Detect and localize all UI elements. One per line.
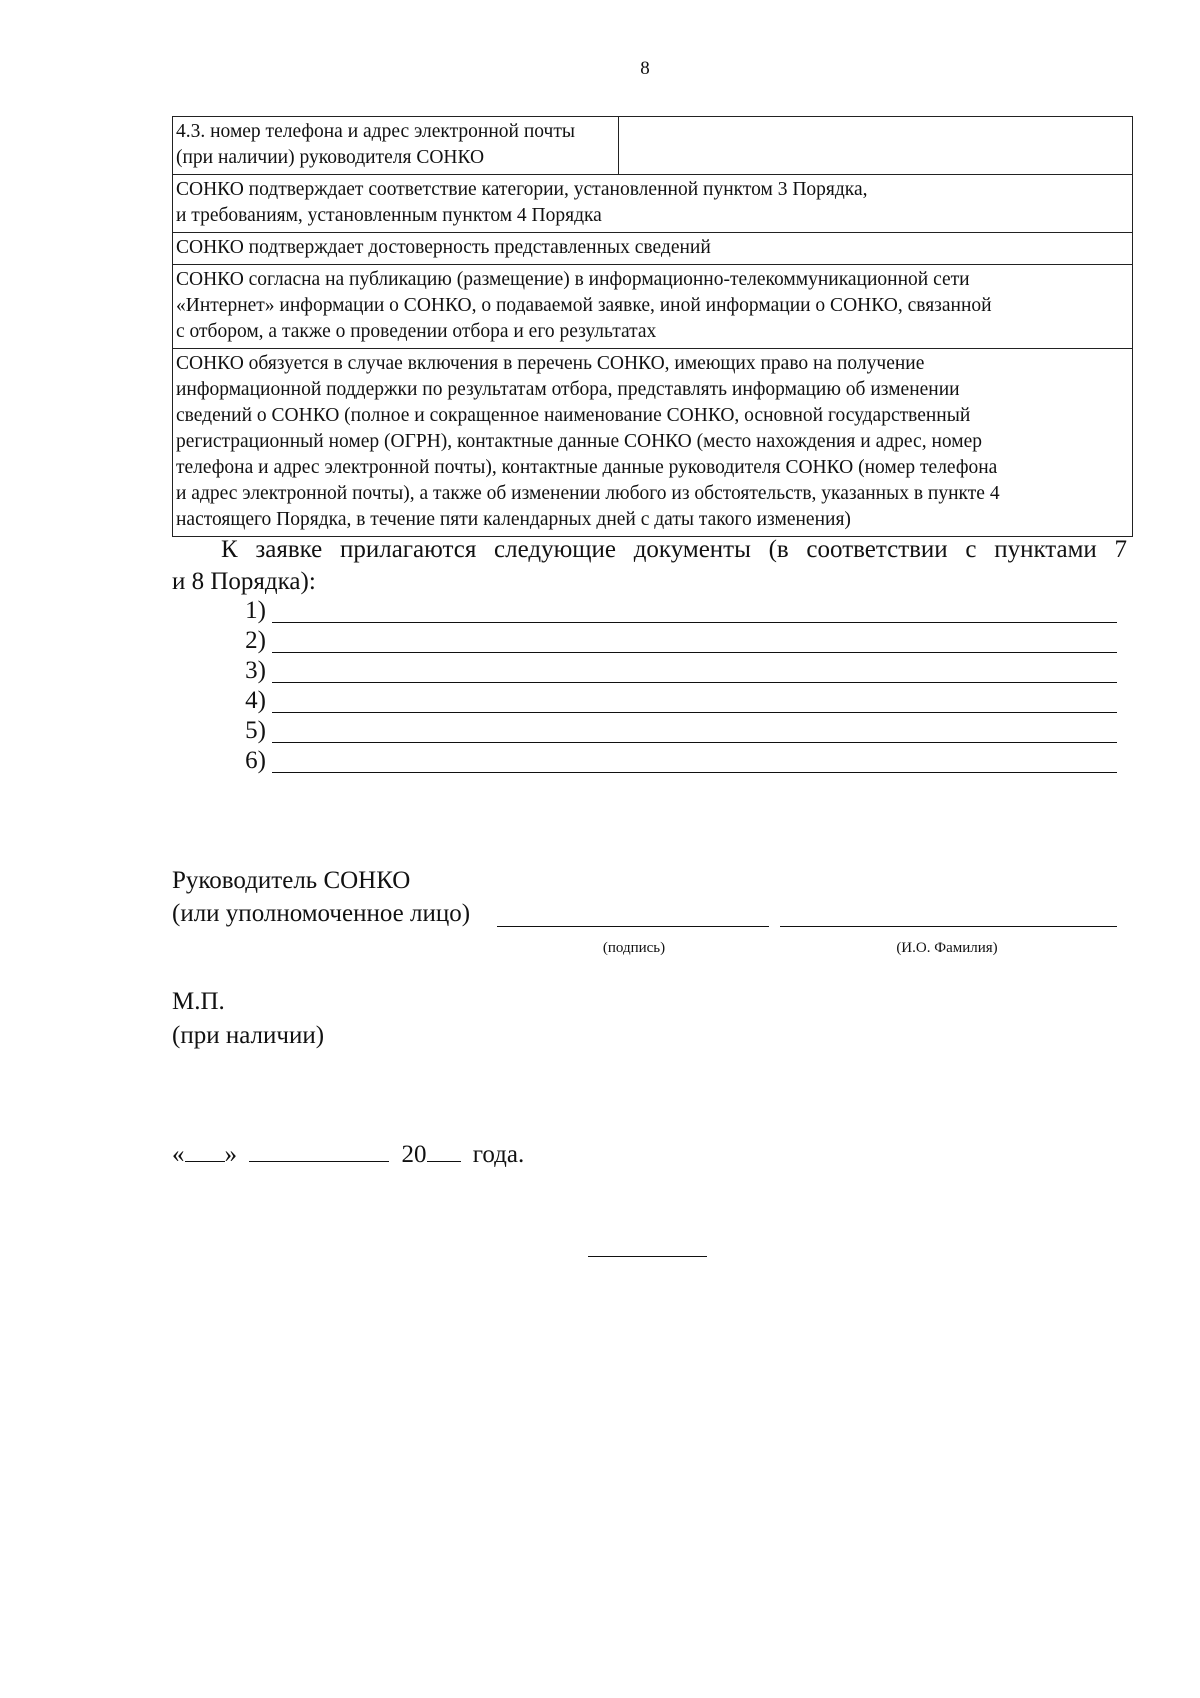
day-field[interactable]	[185, 1139, 225, 1162]
attachments-list	[230, 596, 1130, 776]
attachment-entry-line[interactable]	[272, 652, 1117, 653]
table-row-accuracy-confirmation	[173, 233, 1133, 265]
list-item	[230, 716, 1130, 746]
cell-text-line: СОНКО подтверждает достоверность представленных сведений	[176, 237, 711, 258]
attachments-intro-line: и 8 Порядка):	[172, 568, 316, 595]
cell-text-line: и требованиям, установленным пунктом 4 Порядка	[176, 205, 602, 226]
cell-text-line: СОНКО подтверждает соответствие категории, установленной пунктом 3 Порядка,	[176, 179, 868, 200]
date-open-quote: «	[172, 1141, 185, 1168]
contacts-label-cell	[173, 117, 619, 175]
list-item	[230, 686, 1130, 716]
date-line	[172, 1138, 524, 1172]
table-row-publication-consent	[173, 265, 1133, 349]
table-row-contacts	[173, 117, 1133, 175]
month-field[interactable]	[249, 1139, 389, 1162]
attachment-entry-line[interactable]	[272, 742, 1117, 743]
attachment-entry-line[interactable]	[272, 622, 1117, 623]
signer-subtitle: (или уполномоченное лицо)	[172, 900, 471, 927]
attachments-intro-line: К заявке прилагаются следующие документы (в соответствии с пунктами 7	[221, 536, 1127, 563]
cell-text-line: СОНКО согласна на публикацию (размещение) в информационно-телекоммуникационной сети	[176, 269, 970, 290]
date-close-quote: »	[224, 1141, 237, 1168]
list-item-number: 4)	[245, 687, 266, 714]
cell-text-line: настоящего Порядка, в течение пяти календарных дней с даты такого изменения)	[176, 509, 851, 530]
stamp-block	[172, 985, 324, 1053]
cell-text-line: с отбором, а также о проведении отбора и его результатах	[176, 321, 657, 342]
stamp-note: (при наличии)	[172, 1022, 325, 1049]
accuracy-confirmation-cell	[173, 233, 1133, 265]
attachment-entry-line[interactable]	[272, 772, 1117, 773]
publication-consent-cell	[173, 265, 1133, 349]
date-suffix: года.	[472, 1141, 525, 1168]
list-item	[230, 656, 1130, 686]
list-item-number: 2)	[245, 627, 266, 654]
category-confirmation-cell	[173, 175, 1133, 233]
year-field[interactable]	[427, 1139, 461, 1162]
cell-text-line: СОНКО обязуется в случае включения в перечень СОНКО, имеющих право на получение	[176, 353, 925, 374]
cell-text-line: телефона и адрес электронной почты), контактные данные руководителя СОНКО (номер телефона	[176, 457, 998, 478]
cell-text-line: «Интернет» информации о СОНКО, о подаваемой заявке, иной информации о СОНКО, связанной	[176, 295, 992, 316]
signer-block	[172, 864, 470, 930]
stamp-label: М.П.	[172, 988, 225, 1015]
list-item-number: 3)	[245, 657, 266, 684]
cell-text-line: информационной поддержки по результатам отбора, представлять информацию об изменении	[176, 379, 960, 400]
list-item	[230, 596, 1130, 626]
signature-field[interactable]	[497, 926, 769, 927]
list-item-number: 6)	[245, 747, 266, 774]
list-item-number: 1)	[245, 597, 266, 624]
attachment-entry-line[interactable]	[272, 682, 1117, 683]
end-divider	[588, 1256, 707, 1257]
name-field[interactable]	[780, 926, 1117, 927]
table-row-change-obligation	[173, 349, 1133, 537]
signer-title: Руководитель СОНКО	[172, 867, 411, 894]
contacts-value-cell[interactable]	[619, 117, 1133, 175]
name-caption: (И.О. Фамилия)	[896, 940, 998, 956]
cell-text-line: 4.3. номер телефона и адрес электронной почты	[176, 121, 575, 142]
year-century: 20	[401, 1141, 427, 1168]
attachment-entry-line[interactable]	[272, 712, 1117, 713]
cell-text-line: (при наличии) руководителя СОНКО	[176, 147, 485, 168]
change-obligation-cell	[173, 349, 1133, 537]
page-number: 8	[640, 58, 650, 79]
table-row-category-confirmation	[173, 175, 1133, 233]
cell-text-line: регистрационный номер (ОГРН), контактные данные СОНКО (место нахождения и адрес, номер	[176, 431, 983, 452]
signature-caption: (подпись)	[602, 940, 666, 956]
list-item-number: 5)	[245, 717, 266, 744]
application-form-table	[172, 116, 1133, 537]
cell-text-line: сведений о СОНКО (полное и сокращенное наименование СОНКО, основной государственный	[176, 405, 971, 426]
cell-text-line: и адрес электронной почты), а также об изменении любого из обстоятельств, указанных в пункте 4	[176, 483, 1000, 504]
list-item	[230, 626, 1130, 656]
list-item	[230, 746, 1130, 776]
attachments-intro	[172, 534, 1127, 598]
